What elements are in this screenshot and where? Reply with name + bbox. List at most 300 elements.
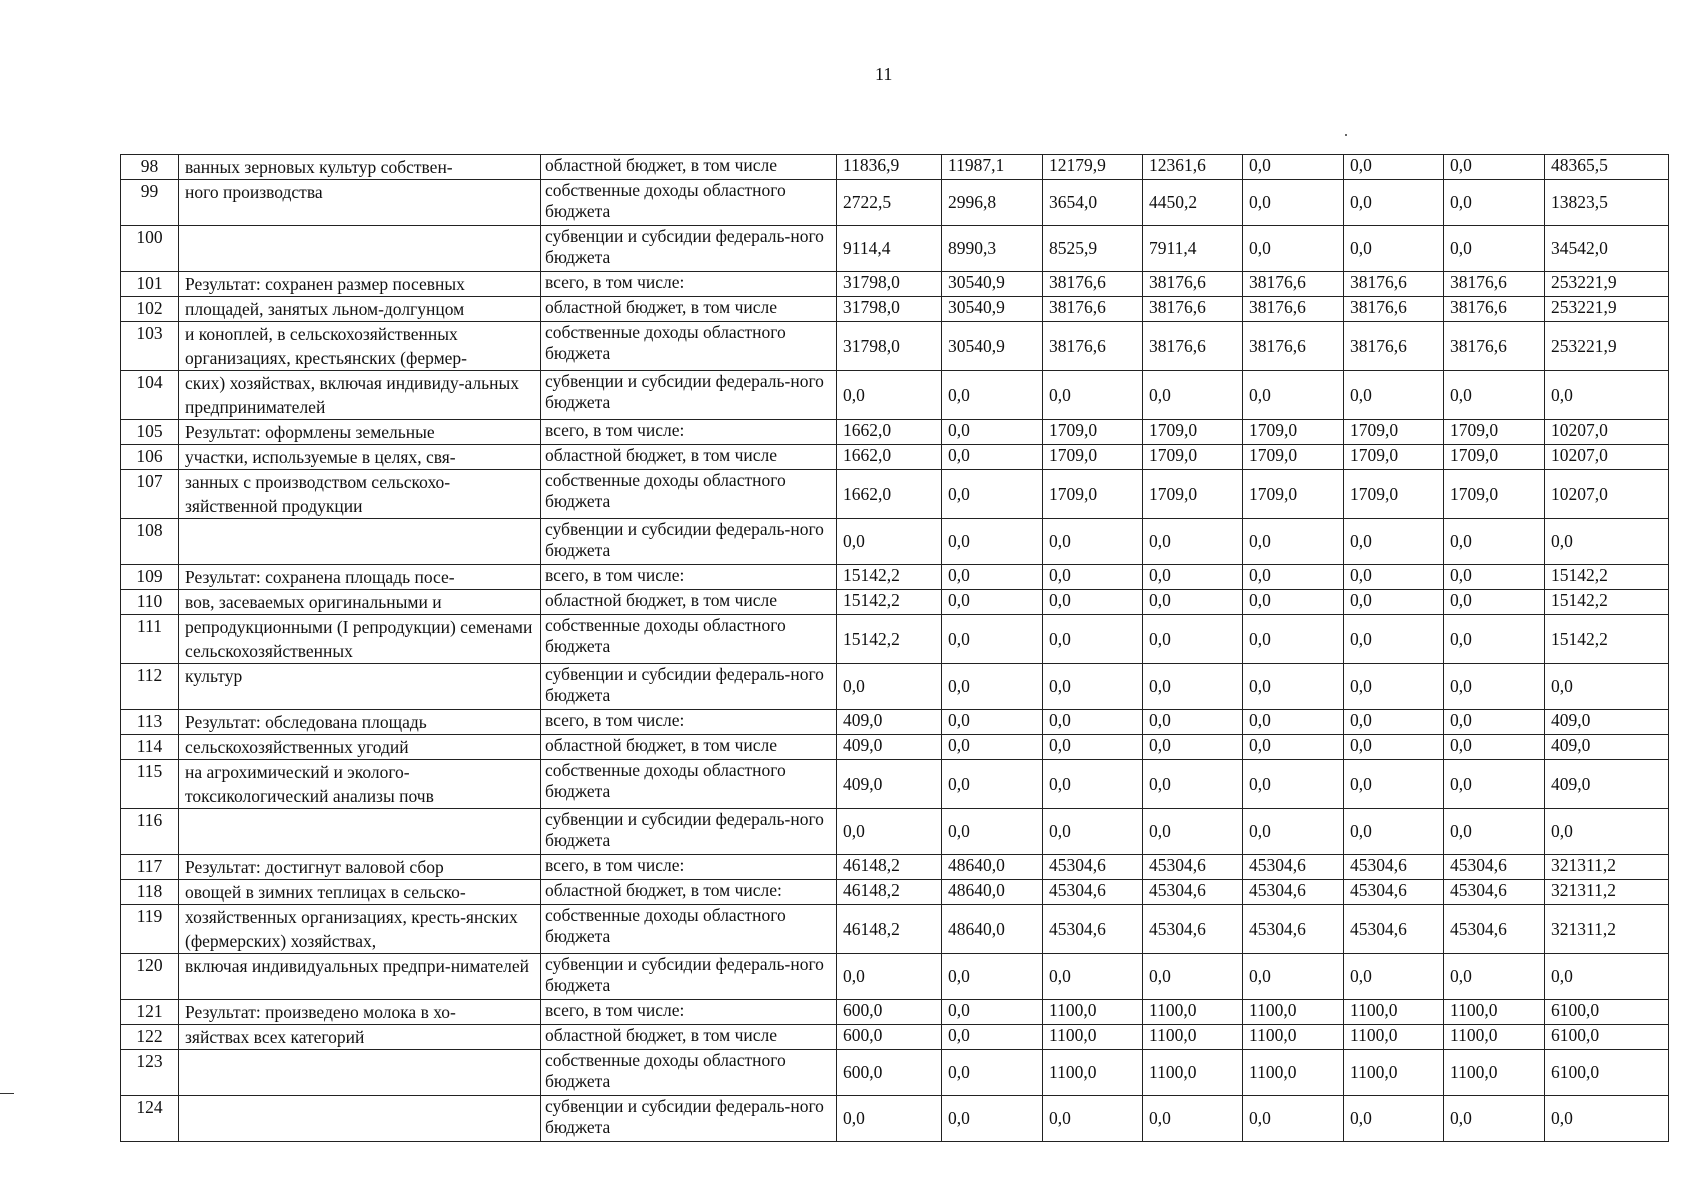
total-value-cell: 10207,0: [1545, 420, 1669, 445]
total-value-cell: 321311,2: [1545, 855, 1669, 880]
year-value-cell: 0,0: [942, 1050, 1043, 1096]
year-value-cell: 1100,0: [1444, 1025, 1545, 1050]
year-value-cell: 0,0: [837, 371, 942, 420]
year-value-cell: 1662,0: [837, 470, 942, 519]
row-number: 105: [121, 420, 179, 445]
result-description: Результат: произведено молока в хо-: [179, 1000, 541, 1025]
year-value-cell: 1709,0: [1444, 445, 1545, 470]
year-value-cell: 1709,0: [1143, 470, 1243, 519]
year-value-cell: 1709,0: [1043, 470, 1143, 519]
row-number: 121: [121, 1000, 179, 1025]
page-number: 11: [875, 64, 893, 84]
year-value-cell: 1709,0: [1243, 420, 1344, 445]
year-value-cell: 0,0: [942, 1096, 1043, 1142]
year-value-cell: 1709,0: [1344, 445, 1444, 470]
result-description: Результат: оформлены земельные: [179, 420, 541, 445]
funding-source: субвенции и субсидии федераль-ного бюджета: [541, 954, 837, 1000]
year-value-cell: 1100,0: [1143, 1050, 1243, 1096]
table-row: [121, 1000, 1669, 1025]
year-value-cell: 0,0: [1243, 590, 1344, 615]
year-value-cell: 12179,9: [1043, 155, 1143, 180]
year-value-cell: 30540,9: [942, 272, 1043, 297]
year-value-cell: 7911,4: [1143, 226, 1243, 272]
total-value-cell: 0,0: [1545, 664, 1669, 710]
result-description: включая индивидуальных предпри-нимателей: [179, 954, 541, 1000]
year-value-cell: 0,0: [1043, 519, 1143, 565]
result-description: хозяйственных организациях, кресть-янских (фермерских) хозяйствах,: [179, 905, 541, 954]
year-value-cell: 31798,0: [837, 322, 942, 371]
total-value-cell: 15142,2: [1545, 615, 1669, 664]
total-value-cell: 253221,9: [1545, 297, 1669, 322]
result-description: сельскохозяйственных угодий: [179, 735, 541, 760]
total-value-cell: 253221,9: [1545, 322, 1669, 371]
year-value-cell: 45304,6: [1143, 880, 1243, 905]
year-value-cell: 1709,0: [1043, 445, 1143, 470]
row-number: 98: [121, 155, 179, 180]
year-value-cell: 0,0: [942, 371, 1043, 420]
total-value-cell: 6100,0: [1545, 1025, 1669, 1050]
total-value-cell: 409,0: [1545, 760, 1669, 809]
year-value-cell: 0,0: [942, 565, 1043, 590]
row-number: 103: [121, 322, 179, 371]
scan-speck: [1345, 134, 1347, 136]
year-value-cell: 0,0: [942, 954, 1043, 1000]
table-row: [121, 855, 1669, 880]
funding-source: собственные доходы областного бюджета: [541, 470, 837, 519]
year-value-cell: 0,0: [942, 1000, 1043, 1025]
year-value-cell: 0,0: [1344, 155, 1444, 180]
year-value-cell: 45304,6: [1143, 855, 1243, 880]
total-value-cell: 15142,2: [1545, 565, 1669, 590]
funding-source: субвенции и субсидии федераль-ного бюджета: [541, 371, 837, 420]
funding-source: субвенции и субсидии федераль-ного бюджета: [541, 519, 837, 565]
year-value-cell: 8525,9: [1043, 226, 1143, 272]
result-description: площадей, занятых льном-долгунцом: [179, 297, 541, 322]
table-row: [121, 1050, 1669, 1096]
year-value-cell: 8990,3: [942, 226, 1043, 272]
year-value-cell: 0,0: [1444, 615, 1545, 664]
year-value-cell: 1100,0: [1043, 1050, 1143, 1096]
row-number: 123: [121, 1050, 179, 1096]
row-number: 116: [121, 809, 179, 855]
year-value-cell: 0,0: [1143, 760, 1243, 809]
year-value-cell: 46148,2: [837, 855, 942, 880]
table-row: [121, 615, 1669, 664]
row-number: 124: [121, 1096, 179, 1142]
funding-source: областной бюджет, в том числе:: [541, 880, 837, 905]
result-description: на агрохимический и эколого-токсикологический анализы почв: [179, 760, 541, 809]
row-number: 100: [121, 226, 179, 272]
year-value-cell: 0,0: [942, 519, 1043, 565]
table-row: [121, 155, 1669, 180]
result-description: участки, используемые в целях, свя-: [179, 445, 541, 470]
year-value-cell: 0,0: [1043, 664, 1143, 710]
year-value-cell: 0,0: [1444, 1096, 1545, 1142]
year-value-cell: 48640,0: [942, 905, 1043, 954]
funding-source: субвенции и субсидии федераль-ного бюджета: [541, 1096, 837, 1142]
year-value-cell: 0,0: [1143, 809, 1243, 855]
year-value-cell: 0,0: [1444, 180, 1545, 226]
year-value-cell: 0,0: [1143, 664, 1243, 710]
year-value-cell: 0,0: [837, 809, 942, 855]
year-value-cell: 48640,0: [942, 880, 1043, 905]
result-description: [179, 519, 541, 565]
year-value-cell: 0,0: [1344, 519, 1444, 565]
funding-source: всего, в том числе:: [541, 420, 837, 445]
row-number: 107: [121, 470, 179, 519]
year-value-cell: 38176,6: [1143, 322, 1243, 371]
row-number: 115: [121, 760, 179, 809]
funding-source: собственные доходы областного бюджета: [541, 615, 837, 664]
result-description: Результат: сохранен размер посевных: [179, 272, 541, 297]
table-row: [121, 954, 1669, 1000]
year-value-cell: 0,0: [942, 760, 1043, 809]
year-value-cell: 45304,6: [1444, 880, 1545, 905]
year-value-cell: 38176,6: [1243, 322, 1344, 371]
total-value-cell: 10207,0: [1545, 470, 1669, 519]
year-value-cell: 1100,0: [1043, 1000, 1143, 1025]
funding-source: всего, в том числе:: [541, 565, 837, 590]
row-number: 120: [121, 954, 179, 1000]
year-value-cell: 1709,0: [1243, 445, 1344, 470]
year-value-cell: 1100,0: [1143, 1000, 1243, 1025]
year-value-cell: 1100,0: [1344, 1050, 1444, 1096]
row-number: 109: [121, 565, 179, 590]
year-value-cell: 0,0: [1143, 565, 1243, 590]
year-value-cell: 0,0: [942, 615, 1043, 664]
table-row: [121, 420, 1669, 445]
year-value-cell: 0,0: [837, 664, 942, 710]
year-value-cell: 0,0: [1043, 710, 1143, 735]
result-description: [179, 1096, 541, 1142]
total-value-cell: 0,0: [1545, 371, 1669, 420]
result-description: ских) хозяйствах, включая индивиду-альных предпринимателей: [179, 371, 541, 420]
year-value-cell: 38176,6: [1243, 272, 1344, 297]
result-description: овощей в зимних теплицах в сельско-: [179, 880, 541, 905]
result-description: ного производства: [179, 180, 541, 226]
year-value-cell: 0,0: [1444, 710, 1545, 735]
year-value-cell: 0,0: [1143, 1096, 1243, 1142]
year-value-cell: 0,0: [1043, 809, 1143, 855]
row-number: 113: [121, 710, 179, 735]
budget-table: [120, 154, 1669, 1142]
year-value-cell: 45304,6: [1043, 880, 1143, 905]
year-value-cell: 0,0: [942, 1025, 1043, 1050]
year-value-cell: 0,0: [1344, 590, 1444, 615]
year-value-cell: 0,0: [1043, 590, 1143, 615]
year-value-cell: 0,0: [1243, 155, 1344, 180]
row-number: 117: [121, 855, 179, 880]
funding-source: собственные доходы областного бюджета: [541, 322, 837, 371]
result-description: [179, 809, 541, 855]
total-value-cell: 0,0: [1545, 809, 1669, 855]
margin-mark: [0, 1093, 14, 1094]
year-value-cell: 600,0: [837, 1050, 942, 1096]
table-row: [121, 1025, 1669, 1050]
year-value-cell: 1709,0: [1344, 470, 1444, 519]
funding-source: областной бюджет, в том числе: [541, 155, 837, 180]
funding-source: собственные доходы областного бюджета: [541, 1050, 837, 1096]
year-value-cell: 30540,9: [942, 297, 1043, 322]
table-row: [121, 445, 1669, 470]
year-value-cell: 45304,6: [1344, 905, 1444, 954]
year-value-cell: 0,0: [1243, 519, 1344, 565]
year-value-cell: 31798,0: [837, 272, 942, 297]
total-value-cell: 13823,5: [1545, 180, 1669, 226]
year-value-cell: 1709,0: [1143, 420, 1243, 445]
result-description: репродукционными (I репродукции) семенами сельскохозяйственных: [179, 615, 541, 664]
table-row: [121, 272, 1669, 297]
year-value-cell: 2722,5: [837, 180, 942, 226]
year-value-cell: 46148,2: [837, 880, 942, 905]
year-value-cell: 38176,6: [1143, 297, 1243, 322]
year-value-cell: 0,0: [837, 954, 942, 1000]
funding-source: областной бюджет, в том числе: [541, 1025, 837, 1050]
year-value-cell: 38176,6: [1444, 322, 1545, 371]
funding-source: областной бюджет, в том числе: [541, 445, 837, 470]
year-value-cell: 0,0: [942, 420, 1043, 445]
total-value-cell: 409,0: [1545, 710, 1669, 735]
year-value-cell: 0,0: [1243, 954, 1344, 1000]
funding-source: областной бюджет, в том числе: [541, 297, 837, 322]
row-number: 118: [121, 880, 179, 905]
row-number: 101: [121, 272, 179, 297]
year-value-cell: 0,0: [1444, 954, 1545, 1000]
year-value-cell: 0,0: [1243, 565, 1344, 590]
funding-source: собственные доходы областного бюджета: [541, 180, 837, 226]
table-row: [121, 470, 1669, 519]
result-description: вов, засеваемых оригинальными и: [179, 590, 541, 615]
total-value-cell: 321311,2: [1545, 880, 1669, 905]
year-value-cell: 4450,2: [1143, 180, 1243, 226]
year-value-cell: 45304,6: [1344, 880, 1444, 905]
year-value-cell: 0,0: [1043, 371, 1143, 420]
year-value-cell: 1100,0: [1444, 1000, 1545, 1025]
row-number: 102: [121, 297, 179, 322]
year-value-cell: 0,0: [1243, 760, 1344, 809]
year-value-cell: 12361,6: [1143, 155, 1243, 180]
table-row: [121, 226, 1669, 272]
total-value-cell: 10207,0: [1545, 445, 1669, 470]
year-value-cell: 0,0: [1344, 735, 1444, 760]
year-value-cell: 0,0: [1143, 615, 1243, 664]
total-value-cell: 34542,0: [1545, 226, 1669, 272]
result-description: зяйствах всех категорий: [179, 1025, 541, 1050]
funding-source: собственные доходы областного бюджета: [541, 760, 837, 809]
year-value-cell: 0,0: [1444, 735, 1545, 760]
total-value-cell: 15142,2: [1545, 590, 1669, 615]
year-value-cell: 15142,2: [837, 565, 942, 590]
funding-source: всего, в том числе:: [541, 855, 837, 880]
year-value-cell: 0,0: [1444, 565, 1545, 590]
row-number: 104: [121, 371, 179, 420]
table-row: [121, 180, 1669, 226]
total-value-cell: 0,0: [1545, 519, 1669, 565]
year-value-cell: 0,0: [942, 809, 1043, 855]
year-value-cell: 0,0: [1344, 180, 1444, 226]
year-value-cell: 1100,0: [1344, 1025, 1444, 1050]
year-value-cell: 0,0: [1243, 809, 1344, 855]
row-number: 110: [121, 590, 179, 615]
year-value-cell: 45304,6: [1444, 855, 1545, 880]
year-value-cell: 0,0: [1243, 735, 1344, 760]
total-value-cell: 409,0: [1545, 735, 1669, 760]
result-description: и коноплей, в сельскохозяйственных организациях, крестьянских (фермер-: [179, 322, 541, 371]
row-number: 122: [121, 1025, 179, 1050]
year-value-cell: 0,0: [1344, 710, 1444, 735]
year-value-cell: 1709,0: [1043, 420, 1143, 445]
funding-source: областной бюджет, в том числе: [541, 735, 837, 760]
year-value-cell: 0,0: [1243, 371, 1344, 420]
year-value-cell: 38176,6: [1344, 272, 1444, 297]
year-value-cell: 0,0: [1444, 371, 1545, 420]
row-number: 99: [121, 180, 179, 226]
table-row: [121, 297, 1669, 322]
funding-source: субвенции и субсидии федераль-ного бюджета: [541, 809, 837, 855]
funding-source: всего, в том числе:: [541, 710, 837, 735]
funding-source: субвенции и субсидии федераль-ного бюджета: [541, 664, 837, 710]
table-row: [121, 371, 1669, 420]
year-value-cell: 0,0: [1143, 710, 1243, 735]
table-row: [121, 322, 1669, 371]
year-value-cell: 45304,6: [1143, 905, 1243, 954]
year-value-cell: 1100,0: [1143, 1025, 1243, 1050]
year-value-cell: 0,0: [942, 710, 1043, 735]
year-value-cell: 0,0: [942, 470, 1043, 519]
year-value-cell: 38176,6: [1344, 322, 1444, 371]
table-row: [121, 880, 1669, 905]
total-value-cell: 48365,5: [1545, 155, 1669, 180]
year-value-cell: 1100,0: [1243, 1050, 1344, 1096]
year-value-cell: 0,0: [1043, 954, 1143, 1000]
year-value-cell: 0,0: [942, 735, 1043, 760]
year-value-cell: 48640,0: [942, 855, 1043, 880]
row-number: 112: [121, 664, 179, 710]
year-value-cell: 31798,0: [837, 297, 942, 322]
year-value-cell: 0,0: [942, 664, 1043, 710]
year-value-cell: 0,0: [1344, 954, 1444, 1000]
year-value-cell: 0,0: [1344, 371, 1444, 420]
row-number: 114: [121, 735, 179, 760]
year-value-cell: 0,0: [1444, 155, 1545, 180]
year-value-cell: 1709,0: [1344, 420, 1444, 445]
year-value-cell: 45304,6: [1243, 905, 1344, 954]
year-value-cell: 1100,0: [1043, 1025, 1143, 1050]
table-row: [121, 710, 1669, 735]
year-value-cell: 0,0: [1344, 760, 1444, 809]
year-value-cell: 0,0: [1043, 615, 1143, 664]
year-value-cell: 0,0: [1243, 226, 1344, 272]
result-description: культур: [179, 664, 541, 710]
table-row: [121, 565, 1669, 590]
year-value-cell: 45304,6: [1444, 905, 1545, 954]
year-value-cell: 38176,6: [1043, 297, 1143, 322]
year-value-cell: 0,0: [1444, 809, 1545, 855]
total-value-cell: 0,0: [1545, 954, 1669, 1000]
year-value-cell: 600,0: [837, 1000, 942, 1025]
year-value-cell: 0,0: [1143, 590, 1243, 615]
year-value-cell: 38176,6: [1444, 272, 1545, 297]
table-row: [121, 905, 1669, 954]
total-value-cell: 321311,2: [1545, 905, 1669, 954]
year-value-cell: 38176,6: [1143, 272, 1243, 297]
total-value-cell: 0,0: [1545, 1096, 1669, 1142]
year-value-cell: 0,0: [1043, 760, 1143, 809]
year-value-cell: 15142,2: [837, 590, 942, 615]
year-value-cell: 1100,0: [1243, 1025, 1344, 1050]
year-value-cell: 0,0: [1143, 954, 1243, 1000]
year-value-cell: 0,0: [1243, 615, 1344, 664]
year-value-cell: 0,0: [1444, 760, 1545, 809]
year-value-cell: 409,0: [837, 735, 942, 760]
year-value-cell: 30540,9: [942, 322, 1043, 371]
table-body: [121, 155, 1669, 1142]
total-value-cell: 6100,0: [1545, 1050, 1669, 1096]
year-value-cell: 1662,0: [837, 420, 942, 445]
year-value-cell: 0,0: [1444, 519, 1545, 565]
year-value-cell: 0,0: [1243, 1096, 1344, 1142]
year-value-cell: 0,0: [1043, 735, 1143, 760]
table-row: [121, 1096, 1669, 1142]
result-description: [179, 226, 541, 272]
funding-source: субвенции и субсидии федераль-ного бюджета: [541, 226, 837, 272]
funding-source: собственные доходы областного бюджета: [541, 905, 837, 954]
year-value-cell: 15142,2: [837, 615, 942, 664]
year-value-cell: 45304,6: [1344, 855, 1444, 880]
year-value-cell: 1662,0: [837, 445, 942, 470]
year-value-cell: 2996,8: [942, 180, 1043, 226]
year-value-cell: 0,0: [1043, 1096, 1143, 1142]
result-description: Результат: достигнут валовой сбор: [179, 855, 541, 880]
year-value-cell: 45304,6: [1043, 905, 1143, 954]
table-row: [121, 760, 1669, 809]
year-value-cell: 0,0: [942, 590, 1043, 615]
year-value-cell: 0,0: [837, 519, 942, 565]
year-value-cell: 1100,0: [1444, 1050, 1545, 1096]
year-value-cell: 1709,0: [1243, 470, 1344, 519]
table-row: [121, 809, 1669, 855]
year-value-cell: 0,0: [1143, 519, 1243, 565]
year-value-cell: 409,0: [837, 710, 942, 735]
funding-source: всего, в том числе:: [541, 272, 837, 297]
year-value-cell: 0,0: [1243, 180, 1344, 226]
row-number: 106: [121, 445, 179, 470]
year-value-cell: 0,0: [1344, 1096, 1444, 1142]
year-value-cell: 38176,6: [1243, 297, 1344, 322]
year-value-cell: 45304,6: [1243, 880, 1344, 905]
result-description: Результат: обследована площадь: [179, 710, 541, 735]
year-value-cell: 0,0: [1444, 590, 1545, 615]
year-value-cell: 0,0: [942, 445, 1043, 470]
year-value-cell: 1709,0: [1444, 420, 1545, 445]
year-value-cell: 1709,0: [1143, 445, 1243, 470]
result-description: ванных зерновых культур собствен-: [179, 155, 541, 180]
result-description: Результат: сохранена площадь посе-: [179, 565, 541, 590]
row-number: 111: [121, 615, 179, 664]
year-value-cell: 0,0: [1344, 226, 1444, 272]
row-number: 108: [121, 519, 179, 565]
year-value-cell: 38176,6: [1344, 297, 1444, 322]
year-value-cell: 11836,9: [837, 155, 942, 180]
table-row: [121, 664, 1669, 710]
table-row: [121, 590, 1669, 615]
funding-source: всего, в том числе:: [541, 1000, 837, 1025]
year-value-cell: 0,0: [1043, 565, 1143, 590]
year-value-cell: 600,0: [837, 1025, 942, 1050]
result-description: занных с производством сельскохо-зяйственной продукции: [179, 470, 541, 519]
year-value-cell: 1100,0: [1243, 1000, 1344, 1025]
year-value-cell: 45304,6: [1043, 855, 1143, 880]
